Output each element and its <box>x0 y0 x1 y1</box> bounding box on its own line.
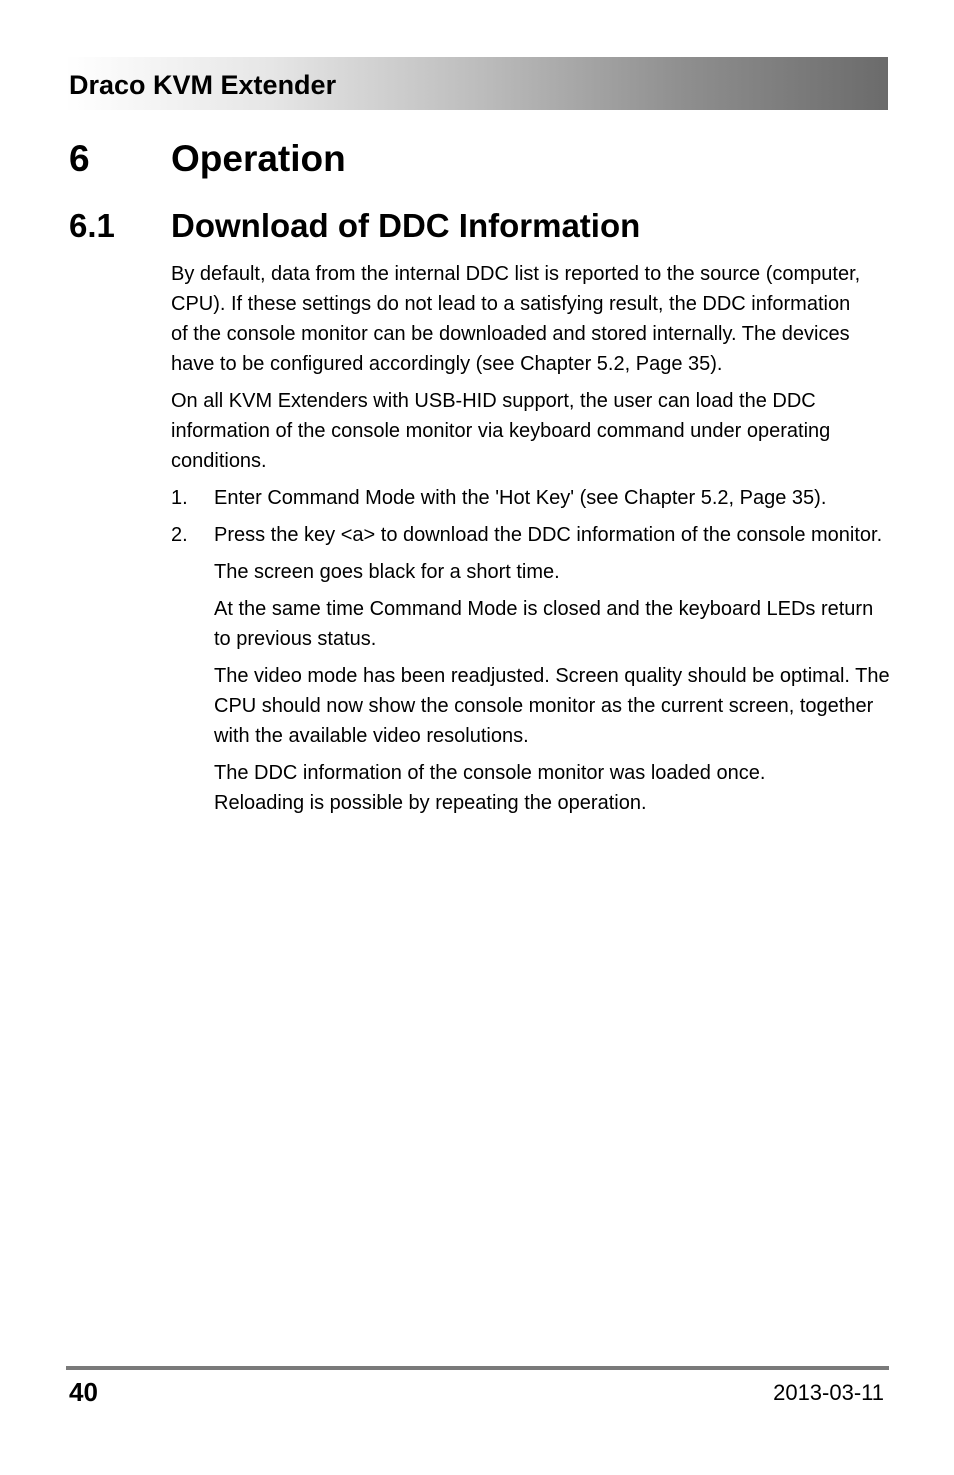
step-number: 2. <box>171 524 188 546</box>
running-header <box>65 57 888 110</box>
step-text: Enter Command Mode with the 'Hot Key' (see Chapter 5.2, Page 35). <box>214 487 827 509</box>
result-text: At the same time Command Mode is closed and the keyboard LEDs return to previous status. <box>214 598 874 650</box>
step-text: Press the key <a> to download the DDC information of the console monitor. <box>214 524 883 546</box>
chapter-number: 6 <box>69 138 90 179</box>
step-number: 1. <box>171 487 188 509</box>
paragraph: By default, data from the internal DDC list is reported to the source (computer, CPU). If these settings do not lead to a satisfying result, the DDC information of the console monitor can be downloaded and stored internally. The devices have to be configured accordingly (see Chapter 5.2, Page 35). <box>171 263 861 375</box>
document-title: Draco KVM Extender <box>69 70 337 100</box>
step-item <box>171 483 891 513</box>
section-title: Download of DDC Information <box>171 207 641 244</box>
section-number: 6.1 <box>69 207 115 244</box>
paragraph: On all KVM Extenders with USB-HID support, the user can load the DDC information of the console monitor via keyboard command under operating conditions. <box>171 390 831 472</box>
step-item <box>171 520 891 550</box>
page-number: 40 <box>69 1377 98 1407</box>
result-text: The DDC information of the console monitor was loaded once. Reloading is possible by repeating the operation. <box>214 762 766 814</box>
chapter-title: Operation <box>171 138 346 179</box>
footer-divider <box>66 1366 889 1370</box>
result-text: The video mode has been readjusted. Screen quality should be optimal. The CPU should now show the console monitor as the current screen, together with the available video resolutions. <box>214 665 890 747</box>
document-date: 2013-03-11 <box>773 1380 884 1405</box>
result-text: The screen goes black for a short time. <box>214 561 560 583</box>
section-body <box>171 259 891 825</box>
